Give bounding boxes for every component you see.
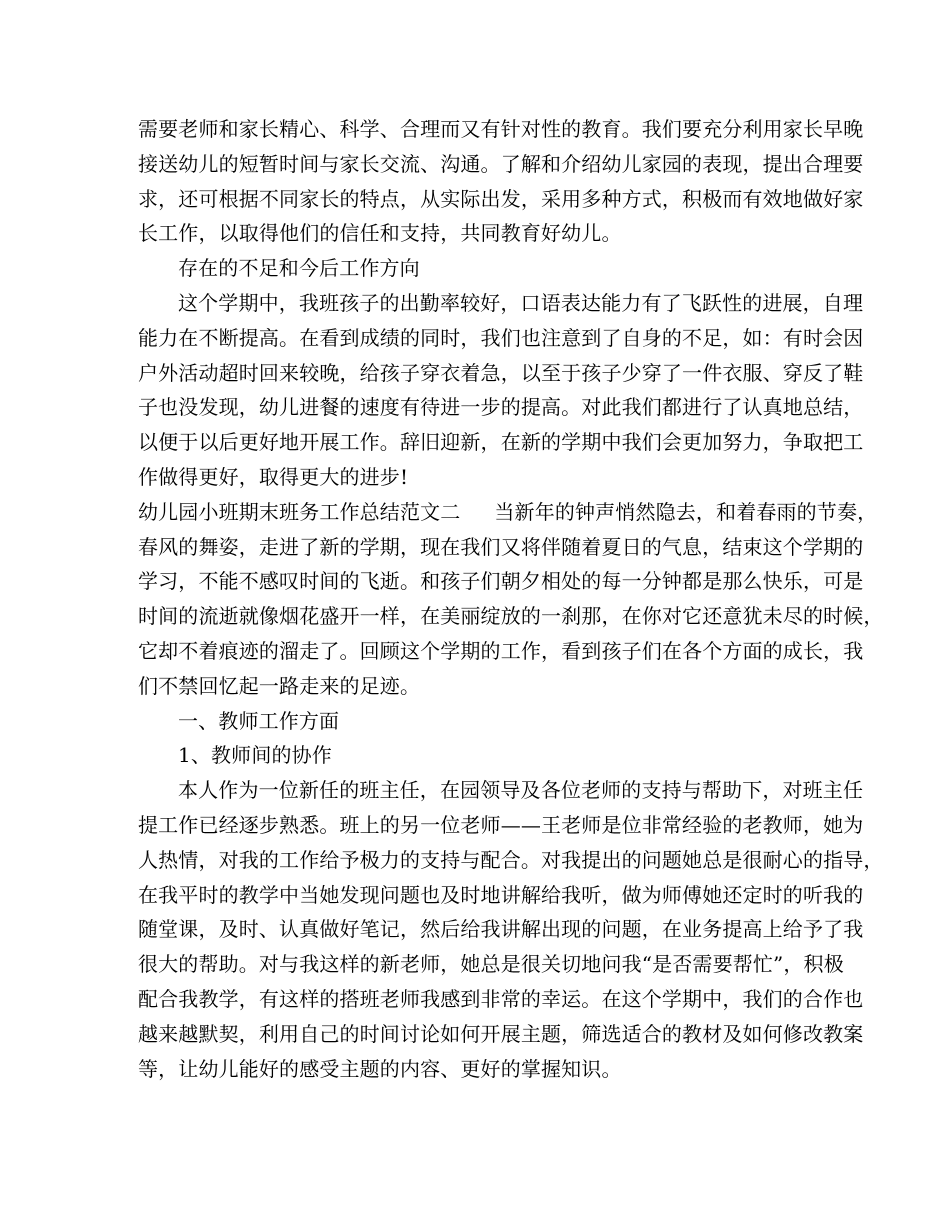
paragraph-line: 这个学期中，我班孩子的出勤率较好，口语表达能力有了飞跃性的进展，自理 xyxy=(178,290,864,315)
paragraph-line: 提工作已经逐步熟悉。班上的另一位老师——王老师是位非常经验的老教师，她为 xyxy=(138,812,864,837)
paragraph-line: 们不禁回忆起一路走来的足迹。 xyxy=(138,673,421,698)
article-title-line xyxy=(138,495,878,530)
paragraph-line: 在我平时的教学中当她发现问题也及时地讲解给我听，做为师傅她还定时的听我的 xyxy=(138,882,864,907)
paragraph-line: 随堂课，及时、认真做好笔记，然后给我讲解出现的问题，在业务提高上给予了我 xyxy=(138,917,864,942)
paragraph-line: 作做得更好，取得更大的进步! xyxy=(138,464,409,489)
paragraph-line: 长工作，以取得他们的信任和支持，共同教育好幼儿。 xyxy=(138,221,622,246)
paragraph-line: 能力在不断提高。在看到成绩的同时，我们也注意到了自身的不足，如：有时会因 xyxy=(138,325,864,350)
section-heading: 一、教师工作方面 xyxy=(178,708,340,733)
paragraph-line: 等，让幼儿能好的感受主题的内容、更好的掌握知识。 xyxy=(138,1056,622,1081)
paragraph-line: 学习，不能不感叹时间的飞逝。和孩子们朝夕相处的每一分钟都是那么快乐，可是 xyxy=(138,569,864,594)
paragraph-line: 以便于以后更好地开展工作。辞旧迎新，在新的学期中我们会更加努力，争取把工 xyxy=(138,430,864,455)
paragraph-line: 接送幼儿的短暂时间与家长交流、沟通。了解和介绍幼儿家园的表现，提出合理要 xyxy=(138,151,864,176)
subsection-heading: 1、教师间的协作 xyxy=(178,743,332,768)
paragraph-line: 人热情，对我的工作给予极力的支持与配合。对我提出的问题她总是很耐心的指导， xyxy=(138,847,884,872)
paragraph-line: 越来越默契，利用自己的时间讨论如何开展主题，筛选适合的教材及如何修改教案 xyxy=(138,1021,864,1046)
paragraph-line: 子也没发现，幼儿进餐的速度有待进一步的提高。对此我们都进行了认真地总结， xyxy=(138,395,864,420)
document-body xyxy=(138,112,884,1086)
paragraph-start: 当新年的钟声悄然隐去，和着春雨的节奏， xyxy=(494,499,878,524)
paragraph-line: 很大的帮助。对与我这样的新老师，她总是很关切地问我“是否需要帮忙”，积极 xyxy=(138,952,844,977)
section-heading: 存在的不足和今后工作方向 xyxy=(178,256,420,281)
paragraph-line: 需要老师和家长精心、科学、合理而又有针对性的教育。我们要充分利用家长早晚 xyxy=(138,117,864,141)
paragraph-line: 本人作为一位新任的班主任，在园领导及各位老师的支持与帮助下，对班主任 xyxy=(178,778,864,803)
paragraph-line: 户外活动超时回来较晚，给孩子穿衣着急，以至于孩子少穿了一件衣服、穿反了鞋 xyxy=(138,360,864,385)
paragraph-line: 配合我教学，有这样的搭班老师我感到非常的幸运。在这个学期中，我们的合作也 xyxy=(138,986,864,1011)
article-title: 幼儿园小班期末班务工作总结范文二 xyxy=(138,499,461,524)
paragraph-line: 求，还可根据不同家长的特点，从实际出发，采用多种方式，积极而有效地做好家 xyxy=(138,186,864,211)
paragraph-line: 它却不着痕迹的溜走了。回顾这个学期的工作，看到孩子们在各个方面的成长，我 xyxy=(138,638,864,663)
paragraph-line: 春风的舞姿，走进了新的学期，现在我们又将伴随着夏日的气息，结束这个学期的 xyxy=(138,534,864,559)
paragraph-line: 时间的流逝就像烟花盛开一样，在美丽绽放的一刹那，在你对它还意犹未尽的时候， xyxy=(138,604,884,629)
